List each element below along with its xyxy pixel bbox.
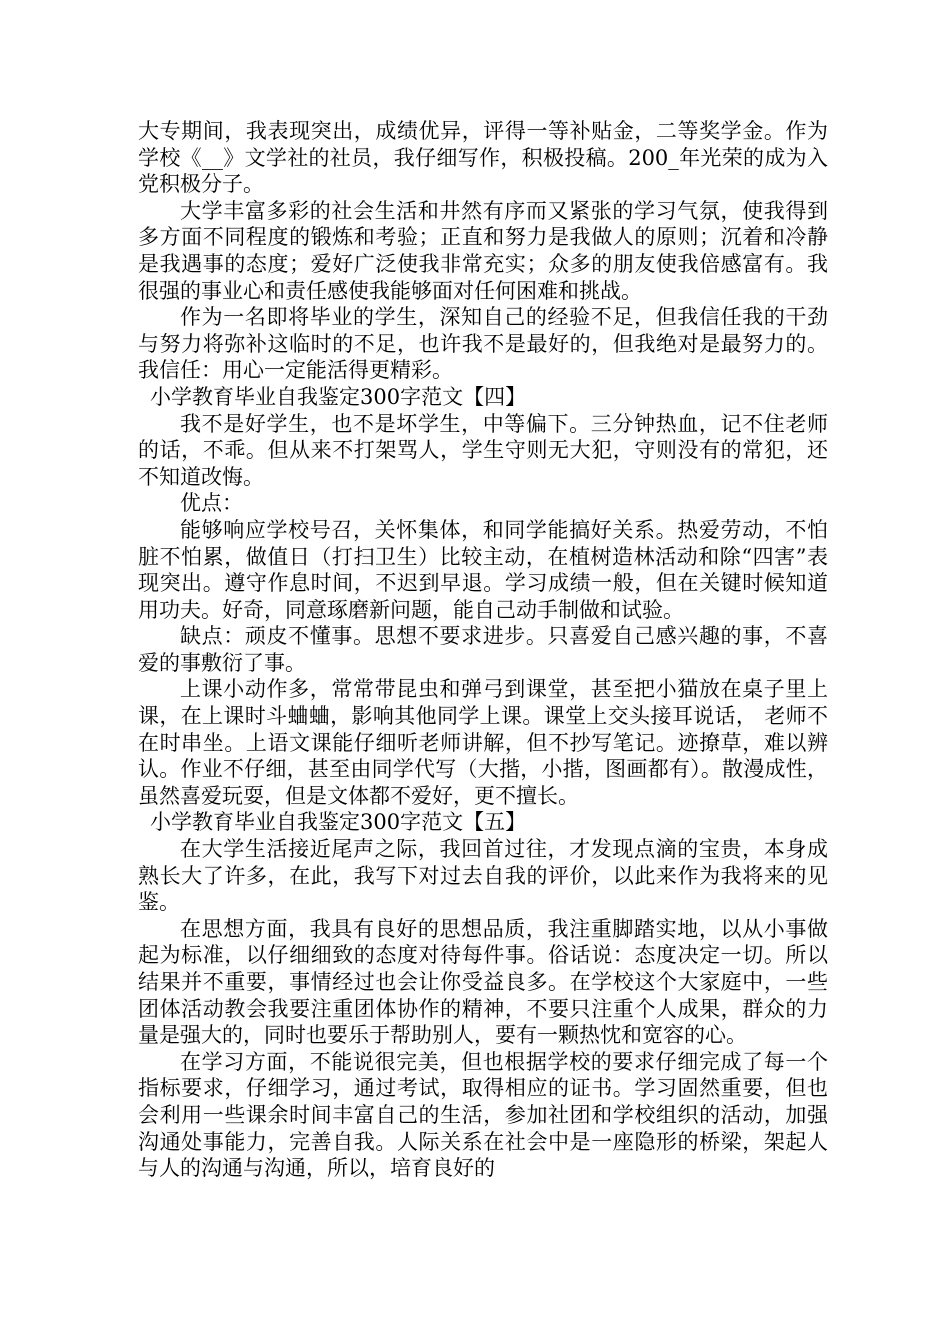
paragraph-ideology: 在思想方面，我具有良好的思想品质，我注重脚踏实地，以从小事做起为标准，以仔细细致的态度对待每件事。俗话说：态度决定一切。所以结果并不重要，事情经过也会让你受益良多。在学校这个大家庭中，一些团体活动教会我要注重团体协作的精神，不要只注重个人成果，群众的力量是强大的，同时也要乐于帮助别人，要有一颗热忱和宽容的心。: [138, 916, 828, 1048]
paragraph-graduate-confidence: 作为一名即将毕业的学生，深知自己的经验不足，但我信任我的干劲与努力将弥补这临时的不足，也许我不是最好的，但我绝对是最努力的。我信任：用心一定能活得更精彩。: [138, 305, 828, 383]
section-heading-four: 小学教育毕业自我鉴定300字范文【四】: [150, 384, 527, 409]
section-heading-five: 小学教育毕业自我鉴定300字范文【五】: [150, 810, 527, 835]
paragraph-strengths-label: 优点：: [180, 491, 243, 516]
paragraph-self-review: 在大学生活接近尾声之际，我回首过往，才发现点滴的宝贵，本身成熟长大了许多，在此，我写下对过去自我的评价，以此来作为我将来的见鉴。: [138, 837, 828, 915]
paragraph-strengths: 能够响应学校号召，关怀集体，和同学能搞好关系。热爱劳动，不怕脏不怕累，做值日（打扫卫生）比较主动，在植树造林活动和除“四害”表现突出。遵守作息时间，不迟到早退。学习成绩一般，但在关键时候知道用功夫。好奇，同意琢磨新问题，能自己动手制做和试验。: [138, 517, 828, 622]
paragraph-college-life: 大学丰富多彩的社会生活和井然有序而又紧张的学习气氛，使我得到多方面不同程度的锻炼和考验；正直和努力是我做人的原则；沉着和冷静是我遇事的态度；爱好广泛使我非常充实；众多的朋友使我倍感富有。我很强的事业心和责任感使我能够面对任何困难和挑战。: [138, 198, 828, 303]
document-body: [138, 118, 828, 1182]
paragraph-weaknesses: 缺点：顽皮不懂事。思想不要求进步。只喜爱自己感兴趣的事，不喜爱的事敷衍了事。: [138, 624, 828, 675]
paragraph-study: 在学习方面，不能说很完美，但也根据学校的要求仔细完成了每一个指标要求，仔细学习，通过考试，取得相应的证书。学习固然重要，但也会利用一些课余时间丰富自己的生活，参加社团和学校组织的活动，加强沟通处事能力，完善自我。人际关系在社会中是一座隐形的桥梁，架起人与人的沟通与沟通，所以，培育良好的: [138, 1049, 828, 1181]
paragraph-college-awards: 大专期间，我表现突出，成绩优异，评得一等补贴金，二等奖学金。作为学校《__》文学社的社员，我仔细写作，积极投稿。200_年光荣的成为入党积极分子。: [138, 119, 828, 197]
paragraph-student-intro: 我不是好学生，也不是坏学生，中等偏下。三分钟热血，记不住老师的话，不乖。但从来不打架骂人，学生守则无大犯，守则没有的常犯，还不知道改悔。: [138, 411, 828, 489]
paragraph-class-behavior: 上课小动作多，常常带昆虫和弹弓到课堂，甚至把小猫放在桌子里上课，在上课时斗蛐蛐，影响其他同学上课。课堂上交头接耳说话， 老师不在时串坐。上语文课能仔细听老师讲解，但不抄写笔记。迹撩草，难以辨认。作业不仔细，甚至由同学代写（大揩，小揩，图画都有）。散漫成性，虽然喜爱玩耍，但是文体都不爱好，更不擅长。: [138, 677, 828, 808]
